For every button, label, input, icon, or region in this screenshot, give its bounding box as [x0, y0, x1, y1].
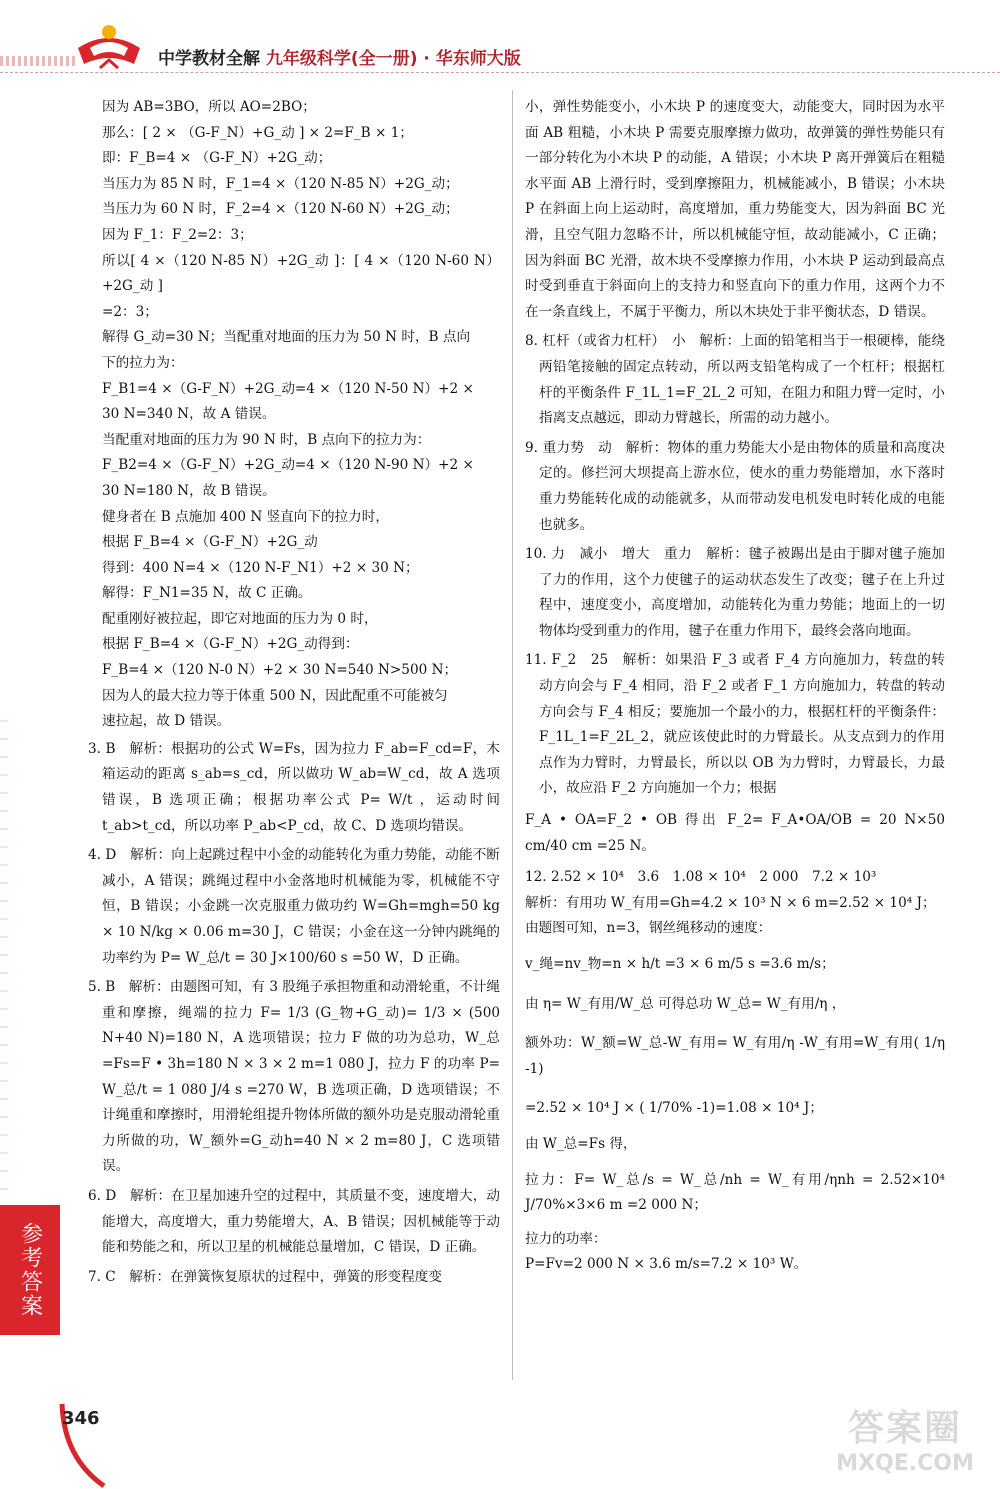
- q12-line: 12. 2.52 × 10⁴ 3.6 1.08 × 10⁴ 2 000 7.2 × 10³: [525, 869, 877, 886]
- q12-line: 拉力的功率：: [525, 1230, 607, 1247]
- text-line: 所以[ 4 ×（120 N-85 N）+2G_动 ]：[ 4 ×（120 N-60 N）+2G_动 ]: [102, 252, 500, 295]
- header-title-main: 中学教材全解: [158, 49, 260, 69]
- watermark-logo-text: 答案圈: [847, 1408, 962, 1449]
- header-title-edition: · 华东师大版: [423, 49, 521, 69]
- answer-q7-start: 7. C 解析：在弹簧恢复原状的过程中，弹簧的形变程度变: [88, 1268, 442, 1285]
- q12-line: 由 W_总=Fs 得，: [525, 1135, 637, 1152]
- text-line: 30 N=180 N，故 B 错误。: [102, 482, 276, 499]
- text-line: 根据 F_B=4 ×（G-F_N）+2G_动: [102, 534, 318, 551]
- q2-continuation: [88, 95, 500, 735]
- text-line: F_B1=4 ×（G-F_N）+2G_动=4 ×（120 N-50 N）+2 ×: [102, 380, 474, 397]
- text-line: 当压力为 85 N 时，F_1=4 ×（120 N-85 N）+2G_动；: [102, 175, 459, 192]
- right-column: [525, 95, 945, 1278]
- answer-q6: 6. D 解析：在卫星加速升空的过程中，其质量不变，速度增大，动能增大，高度增大，重力势能增大，A、B 错误；因机械能等于动能和势能之和，所以卫星的机械能总量增加，C 错误，D 正确。: [88, 1187, 500, 1256]
- text-line: 健身者在 B 点施加 400 N 竖直向下的拉力时，: [102, 508, 389, 525]
- header-decoration: [0, 56, 75, 66]
- q12-line: 由 η= W_有用/W_总 可得总功 W_总= W_有用/η ，: [525, 995, 846, 1012]
- answer-q11-formula: F_A • OA=F_2 • OB 得出 F_2= F_A•OA/OB = 20 N×50 cm/40 cm =25 N。: [525, 812, 945, 854]
- text-line: 根据 F_B=4 ×（G-F_N）+2G_动得到：: [102, 636, 359, 653]
- q12-line: P=Fv=2 000 N × 3.6 m/s=7.2 × 10³ W。: [525, 1256, 808, 1273]
- page-number: 346: [62, 1408, 100, 1429]
- text-line: 解得 G_动=30 N；当配重对地面的压力为 50 N 时，B 点向: [102, 329, 471, 346]
- page-header: [0, 0, 1000, 90]
- text-line: 30 N=340 N，故 A 错误。: [102, 406, 276, 423]
- answer-q7-continued: 小，弹性势能变小，小木块 P 的速度变大，动能变大，同时因为水平面 AB 粗糙，小木块 P 需要克服摩擦力做功，故弹簧的弹性势能只有一部分转化为小木块 P 的动能，A 错误；小木块 P 离开弹簧后在粗糙水平面 AB 上滑行时，受到摩擦阻力，机械能减小，B 错误；小木块 P 在斜面上向上运动时，高度增加，重力势能变大，因为斜面 BC 光滑，且空气阻力忽略不计，所以机械能守恒，故动能减小，C 正确；因为斜面 BC 光滑，故木块不受摩擦力作用，小木块 P 运动到最高点时受到垂直于斜面向上的支持力和竖直向下的重力作用，这两个力不在一条直线上，不属于平衡力，所以木块处于非平衡状态，D 错误。: [525, 99, 945, 320]
- header-divider: [0, 72, 1000, 73]
- q12-line: 额外功：W_额=W_总-W_有用= W_有用/η -W_有用=W_有用( 1/η -1): [525, 1035, 945, 1077]
- text-line: =2：3；: [102, 303, 158, 320]
- answer-q10: 10. 力 减小 增大 重力 解析：毽子被踢出是由于脚对毽子施加了力的作用，这个力使毽子的运动状态发生了改变；毽子在上升过程中，速度变小，高度增加，动能转化为重力势能；地面上的一切物体均受到重力的作用，毽子在重力作用下，最终会落向地面。: [525, 546, 945, 639]
- book-logo-icon: [70, 18, 148, 76]
- left-column: [88, 95, 500, 1290]
- answer-q11: 11. F_2 25 解析：如果沿 F_3 或者 F_4 方向施加力，转盘的转动方向会与 F_4 相同，沿 F_2 或者 F_1 方向施加力，转盘的转动方向会与 F_4 相反；要施加一个最小的力，根据杠杆的平衡条件：F_1L_1=F_2L_2，就应该使此时的力臂最长。从支点到力的作用点作为力臂时，力臂最长，所以以 OB 为力臂时，力臂最长，力最小，故应沿 F_2 方向施加一个力；根据: [525, 652, 945, 797]
- text-line: 当压力为 60 N 时，F_2=4 ×（120 N-60 N）+2G_动；: [102, 201, 459, 218]
- header-title: [158, 44, 521, 69]
- text-line: 下的拉力为：: [102, 354, 184, 371]
- text-line: 那么：[ 2 × （G-F_N）+G_动 ] × 2=F_B × 1；: [102, 124, 413, 141]
- answer-q9: 9. 重力势 动 解析：物体的重力势能大小是由物体的质量和高度决定的。修拦河大坝提高上游水位，使水的重力势能增加，水下落时重力势能转化成的动能就多，从而带动发电机发电时转化成的电能也就多。: [525, 439, 945, 533]
- text-line: 因为人的最大拉力等于体重 500 N，因此配重不可能被匀: [102, 687, 448, 704]
- edge-decoration: [0, 720, 8, 1200]
- answer-q5: 5. B 解析：由题图可知，有 3 股绳子承担物重和动滑轮重，不计绳重和摩擦，绳端的拉力 F= 1/3 (G_物+G_动)= 1/3 × (500 N+40 N)=180 N，A 选项错误；拉力 F 做的功为总功，W_总=Fs=F • 3h=180 N × 3 × 2 m=1 080 J，拉力 F 的功率 P= W_总/t = 1 080 J/4 s =270 W，B 选项正确，D 选项错误；不计绳重和摩擦时，用滑轮组提升物体所做的额外功是克服动滑轮重力所做的功，W_额外=G_动h=40 N × 2 m=80 J，C 选项错误。: [88, 979, 500, 1175]
- text-line: 解得：F_N1=35 N，故 C 正确。: [102, 585, 312, 602]
- text-line: 当配重对地面的压力为 90 N 时，B 点向下的拉力为：: [102, 431, 431, 448]
- watermark: [820, 1400, 990, 1485]
- text-line: 因为 AB=3BO，所以 AO=2BO；: [102, 99, 316, 115]
- header-title-sub: 九年级科学(全一册): [265, 49, 418, 69]
- text-line: F_B2=4 ×（G-F_N）+2G_动=4 ×（120 N-90 N）+2 ×: [102, 457, 474, 474]
- text-line: 即：F_B=4 × （G-F_N）+2G_动；: [102, 150, 332, 167]
- text-line: F_B=4 ×（120 N-0 N）+2 × 30 N=540 N>500 N；: [102, 662, 458, 679]
- answer-q8: 8. 杠杆（或省力杠杆） 小 解析：上面的铅笔相当于一根硬棒，能绕两铅笔接触的固定点转动，所以两支铅笔构成了一个杠杆；根据杠杆的平衡条件 F_1L_1=F_2L_2 可知，在阻力和阻力臂一定时，小指离支点越远，即动力臂越长，所需的动力越小。: [525, 333, 945, 427]
- q12-line: 解析：有用功 W_有用=Gh=4.2 × 10³ N × 6 m=2.52 × 10⁴ J；: [525, 894, 936, 911]
- reference-answer-tab: 参考答案: [0, 1205, 60, 1335]
- watermark-url: MXQE.COM: [836, 1451, 974, 1476]
- text-line: 配重刚好被拉起，即它对地面的压力为 0 时，: [102, 610, 378, 627]
- text-line: 速拉起，故 D 错误。: [102, 713, 231, 730]
- text-line: 得到：400 N=4 ×（120 N-F_N1）+2 × 30 N；: [102, 559, 419, 576]
- column-divider: [512, 90, 513, 1380]
- answer-q12: [525, 865, 945, 1278]
- q12-line: 由题图可知，n=3，钢丝绳移动的速度：: [525, 920, 772, 937]
- answer-q4: 4. D 解析：向上起跳过程中小金的动能转化为重力势能，动能不断减小，A 错误；跳绳过程中小金落地时机械能为零，机械能不守恒，B 错误；小金跳一次克服重力做功约 W=Gh=mgh=50 kg × 10 N/kg × 0.06 m=30 J，C 错误；小金在这一分钟内跳绳的功率约为 P= W_总/t = 30 J×100/60 s =50 W，D 正确。: [88, 847, 500, 966]
- text-line: 因为 F_1：F_2=2：3；: [102, 226, 253, 243]
- answer-q3: 3. B 解析：根据功的公式 W=Fs，因为拉力 F_ab=F_cd=F，木箱运动的距离 s_ab=s_cd，所以做功 W_ab=W_cd，故 A 选项错误，B 选项正确；根据功率公式 P= W/t ，运动时间 t_ab>t_cd，所以功率 P_ab<P_cd，故 C、D 选项均错误。: [88, 740, 500, 834]
- q12-line: v_绳=nv_物=n × h/t =3 × 6 m/5 s =3.6 m/s；: [525, 956, 835, 972]
- q12-line: =2.52 × 10⁴ J × ( 1/70% -1)=1.08 × 10⁴ J；: [525, 1100, 823, 1117]
- q12-line: 拉力：F= W_总/s = W_总/nh = W_有用/ηnh = 2.52×10⁴ J/70%×3×6 m =2 000 N；: [525, 1171, 945, 1214]
